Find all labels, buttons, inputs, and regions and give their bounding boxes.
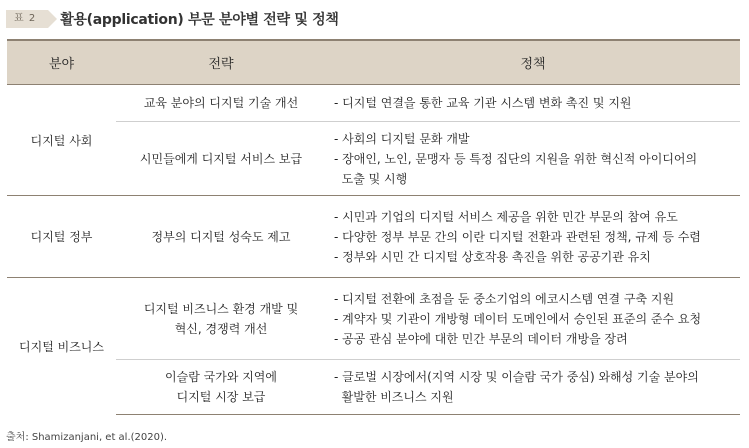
column-header-field: 분야	[7, 40, 116, 85]
table-header-row	[7, 40, 740, 85]
column-header-strategy: 전략	[116, 40, 326, 85]
strategy-line: 시민들에게 디지털 서비스 보급	[139, 151, 303, 166]
table-row	[7, 196, 740, 278]
policy-line: - 글로벌 시장에서(지역 시장 및 이슬람 국가 중심) 와해성 기술 분야의	[334, 370, 699, 384]
policy-line: - 장애인, 노인, 문맹자 등 특정 집단의 지원을 위한 혁신적 아이디어의	[334, 151, 698, 166]
table-number-tag: 표 2	[6, 10, 48, 28]
strategy-cell	[116, 360, 326, 415]
policy-line: - 계약자 및 기관이 개방형 데이터 도메인에서 승인된 표준의 준수 요청	[334, 311, 702, 326]
strategy-line: 혁신, 경쟁력 개선	[174, 321, 268, 336]
table-row	[7, 85, 740, 122]
table-title: 활용(application) 부문 분야별 전략 및 정책	[60, 12, 339, 28]
policy-line: - 디지털 전환에 초점을 둔 중소기업의 에코시스템 연결 구축 지원	[334, 291, 675, 306]
table-row	[7, 122, 740, 196]
column-header-policy: 정책	[326, 40, 740, 85]
policy-cell	[326, 85, 740, 122]
strategy-line: 교육 분야의 디지털 기술 개선	[143, 96, 299, 110]
policy-line: - 시민과 기업의 디지털 서비스 제공을 위한 민간 부문의 참여 유도	[334, 209, 678, 224]
policy-line: - 사회의 디지털 문화 개발	[334, 131, 470, 146]
strategy-policy-table	[7, 39, 740, 415]
strategy-cell	[116, 196, 326, 278]
policy-line: - 디지털 연결을 통한 교육 기관 시스템 변화 촉진 및 지원	[334, 96, 632, 110]
strategy-line: 정부의 디지털 성숙도 제고	[151, 229, 291, 244]
strategy-cell	[116, 122, 326, 196]
field-cell: 디지털 비즈니스	[7, 278, 116, 415]
policy-cell	[326, 278, 740, 360]
strategy-line: 이슬람 국가와 지역에	[165, 370, 277, 384]
strategy-line: 디지털 시장 보급	[176, 390, 266, 404]
strategy-cell	[116, 85, 326, 122]
policy-line: - 다양한 정부 부문 간의 이란 디지털 전환과 관련된 정책, 규제 등 수렴	[334, 229, 701, 244]
source-note: 출처: Shamizanjani, et al.(2020).	[6, 432, 168, 443]
policy-line: - 공공 관심 분야에 대한 민간 부문의 데이터 개방을 장려	[334, 331, 628, 346]
table-row	[7, 360, 740, 415]
policy-cell	[326, 196, 740, 278]
policy-line: 활발한 비즈니스 지원	[334, 390, 454, 404]
policy-cell	[326, 360, 740, 415]
policy-line: - 정부와 시민 간 디지털 상호작용 촉진을 위한 공공기관 유치	[334, 249, 651, 264]
strategy-cell	[116, 278, 326, 360]
table-row	[7, 278, 740, 360]
table-title-row	[6, 9, 339, 29]
policy-cell	[326, 122, 740, 196]
field-cell: 디지털 사회	[30, 133, 93, 148]
policy-line: 도출 및 시행	[334, 171, 408, 186]
field-cell: 디지털 정부	[7, 196, 116, 278]
strategy-line: 디지털 비즈니스 환경 개발 및	[143, 301, 299, 316]
